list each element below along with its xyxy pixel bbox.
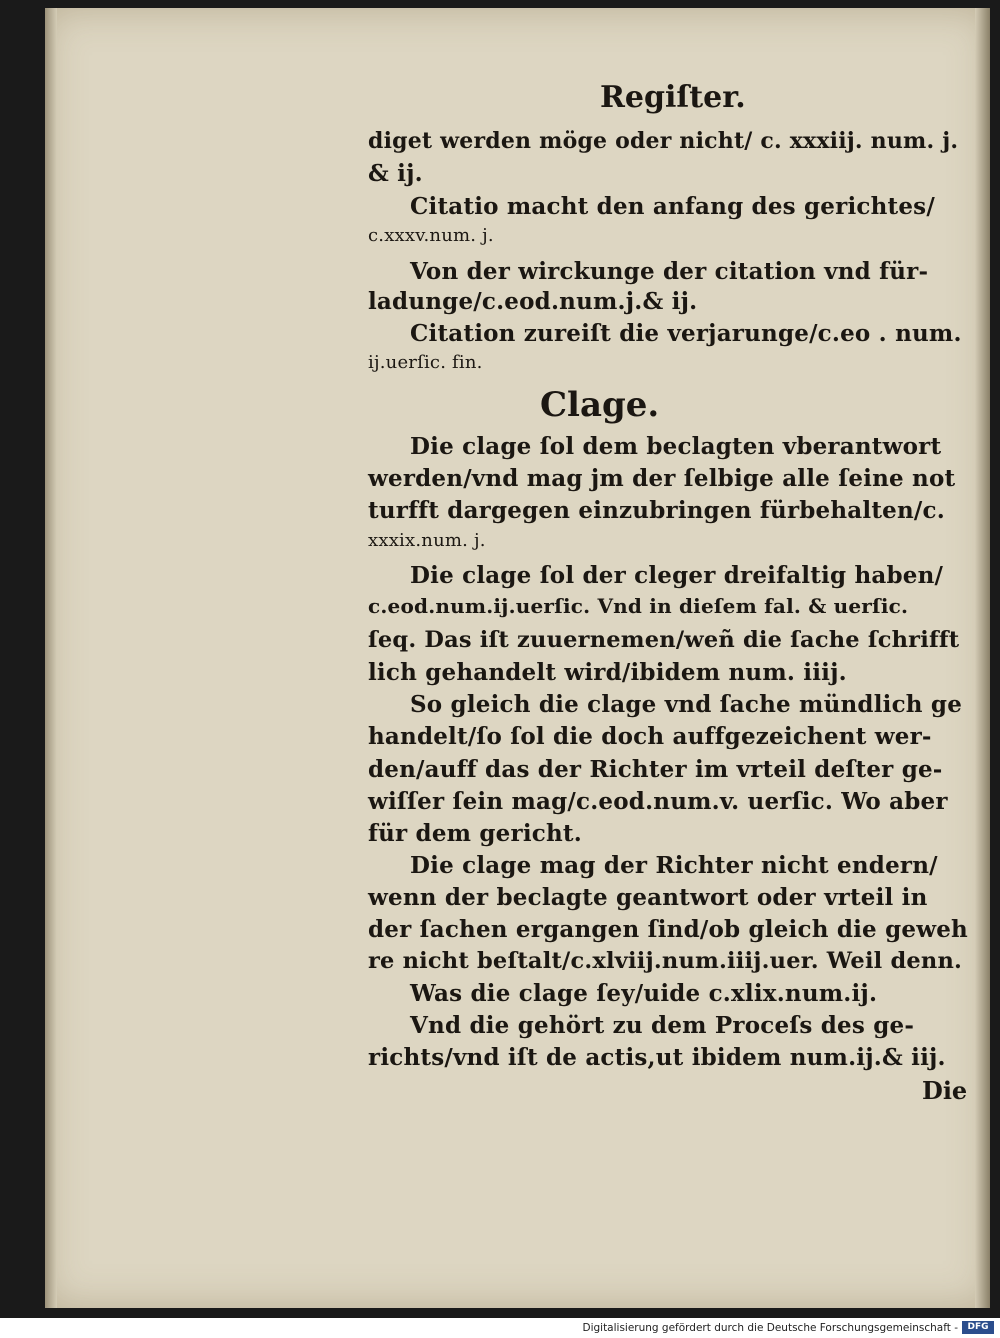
text-line: Citation zureiſt die verjarunge/c.eo . num. bbox=[410, 320, 962, 347]
text-line: diget werden möge oder nicht/ c. xxxiij. num. j. bbox=[368, 128, 959, 154]
text-line: ladunge/c.eod.num.j.& ij. bbox=[368, 288, 698, 315]
running-head: Regiſter. bbox=[600, 80, 746, 115]
text-line: & ij. bbox=[368, 160, 423, 187]
text-line: c.xxxv.num. j. bbox=[368, 225, 494, 246]
text-line: Citatio macht den anfang des gerichtes/ bbox=[410, 193, 935, 220]
text-line: xxxix.num. j. bbox=[368, 530, 486, 551]
text-line: Die clage ſol dem beclagten vberantwort bbox=[410, 433, 942, 460]
page-gutter bbox=[45, 8, 57, 1308]
footer-credit: Digitalisierung gefördert durch die Deutsche Forschungsgemeinschaft - bbox=[582, 1322, 958, 1334]
text-line: Die clage ſol der cleger dreifaltig haben/ bbox=[410, 562, 944, 589]
text-line: Vnd die gehört zu dem Proceſs des ge- bbox=[410, 1012, 915, 1039]
section-heading: Clage. bbox=[540, 385, 660, 425]
text-line: der ſachen ergangen ſind/ob gleich die geweh bbox=[368, 916, 968, 943]
text-line: werden/vnd mag jm der ſelbige alle ſeine not bbox=[368, 465, 956, 492]
page-edge bbox=[975, 8, 990, 1308]
text-line: ij.uerſic. fin. bbox=[368, 352, 483, 373]
text-line: wenn der beclagte geantwort oder vrteil in bbox=[368, 884, 928, 911]
text-line: So gleich die clage vnd ſache mündlich ge bbox=[410, 691, 963, 718]
text-line: für dem gericht. bbox=[368, 820, 582, 847]
text-line: ſeq. Das iſt zuuernemen/weñ die ſache ſchrifft bbox=[368, 627, 960, 653]
text-line: Was die clage ſey/uide c.xlix.num.ij. bbox=[410, 980, 878, 1007]
text-line: Die clage mag der Richter nicht endern/ bbox=[410, 852, 938, 879]
text-line: handelt/ſo ſol die doch auffgezeichent wer- bbox=[368, 723, 932, 750]
text-line: wiſſer ſein mag/c.eod.num.v. uerſic. Wo aber bbox=[368, 788, 948, 815]
text-line: lich gehandelt wird/ibidem num. iiij. bbox=[368, 659, 847, 686]
text-line: richts/vnd iſt de actis,ut ibidem num.ij.& iij. bbox=[368, 1044, 946, 1071]
dfg-logo: DFG bbox=[962, 1321, 994, 1334]
text-line: c.eod.num.ij.uerſic. Vnd in dieſem fal. & uerſic. bbox=[368, 594, 909, 618]
text-line: re nicht beſtalt/c.xlviij.num.iiij.uer. Weil denn. bbox=[368, 948, 963, 974]
text-line: turfft dargegen einzubringen fürbehalten/c. bbox=[368, 497, 945, 524]
text-line: den/auff das der Richter im vrteil deſter ge- bbox=[368, 756, 943, 783]
catchword: Die bbox=[922, 1076, 968, 1105]
text-line: Von der wirckunge der citation vnd für- bbox=[410, 258, 929, 285]
